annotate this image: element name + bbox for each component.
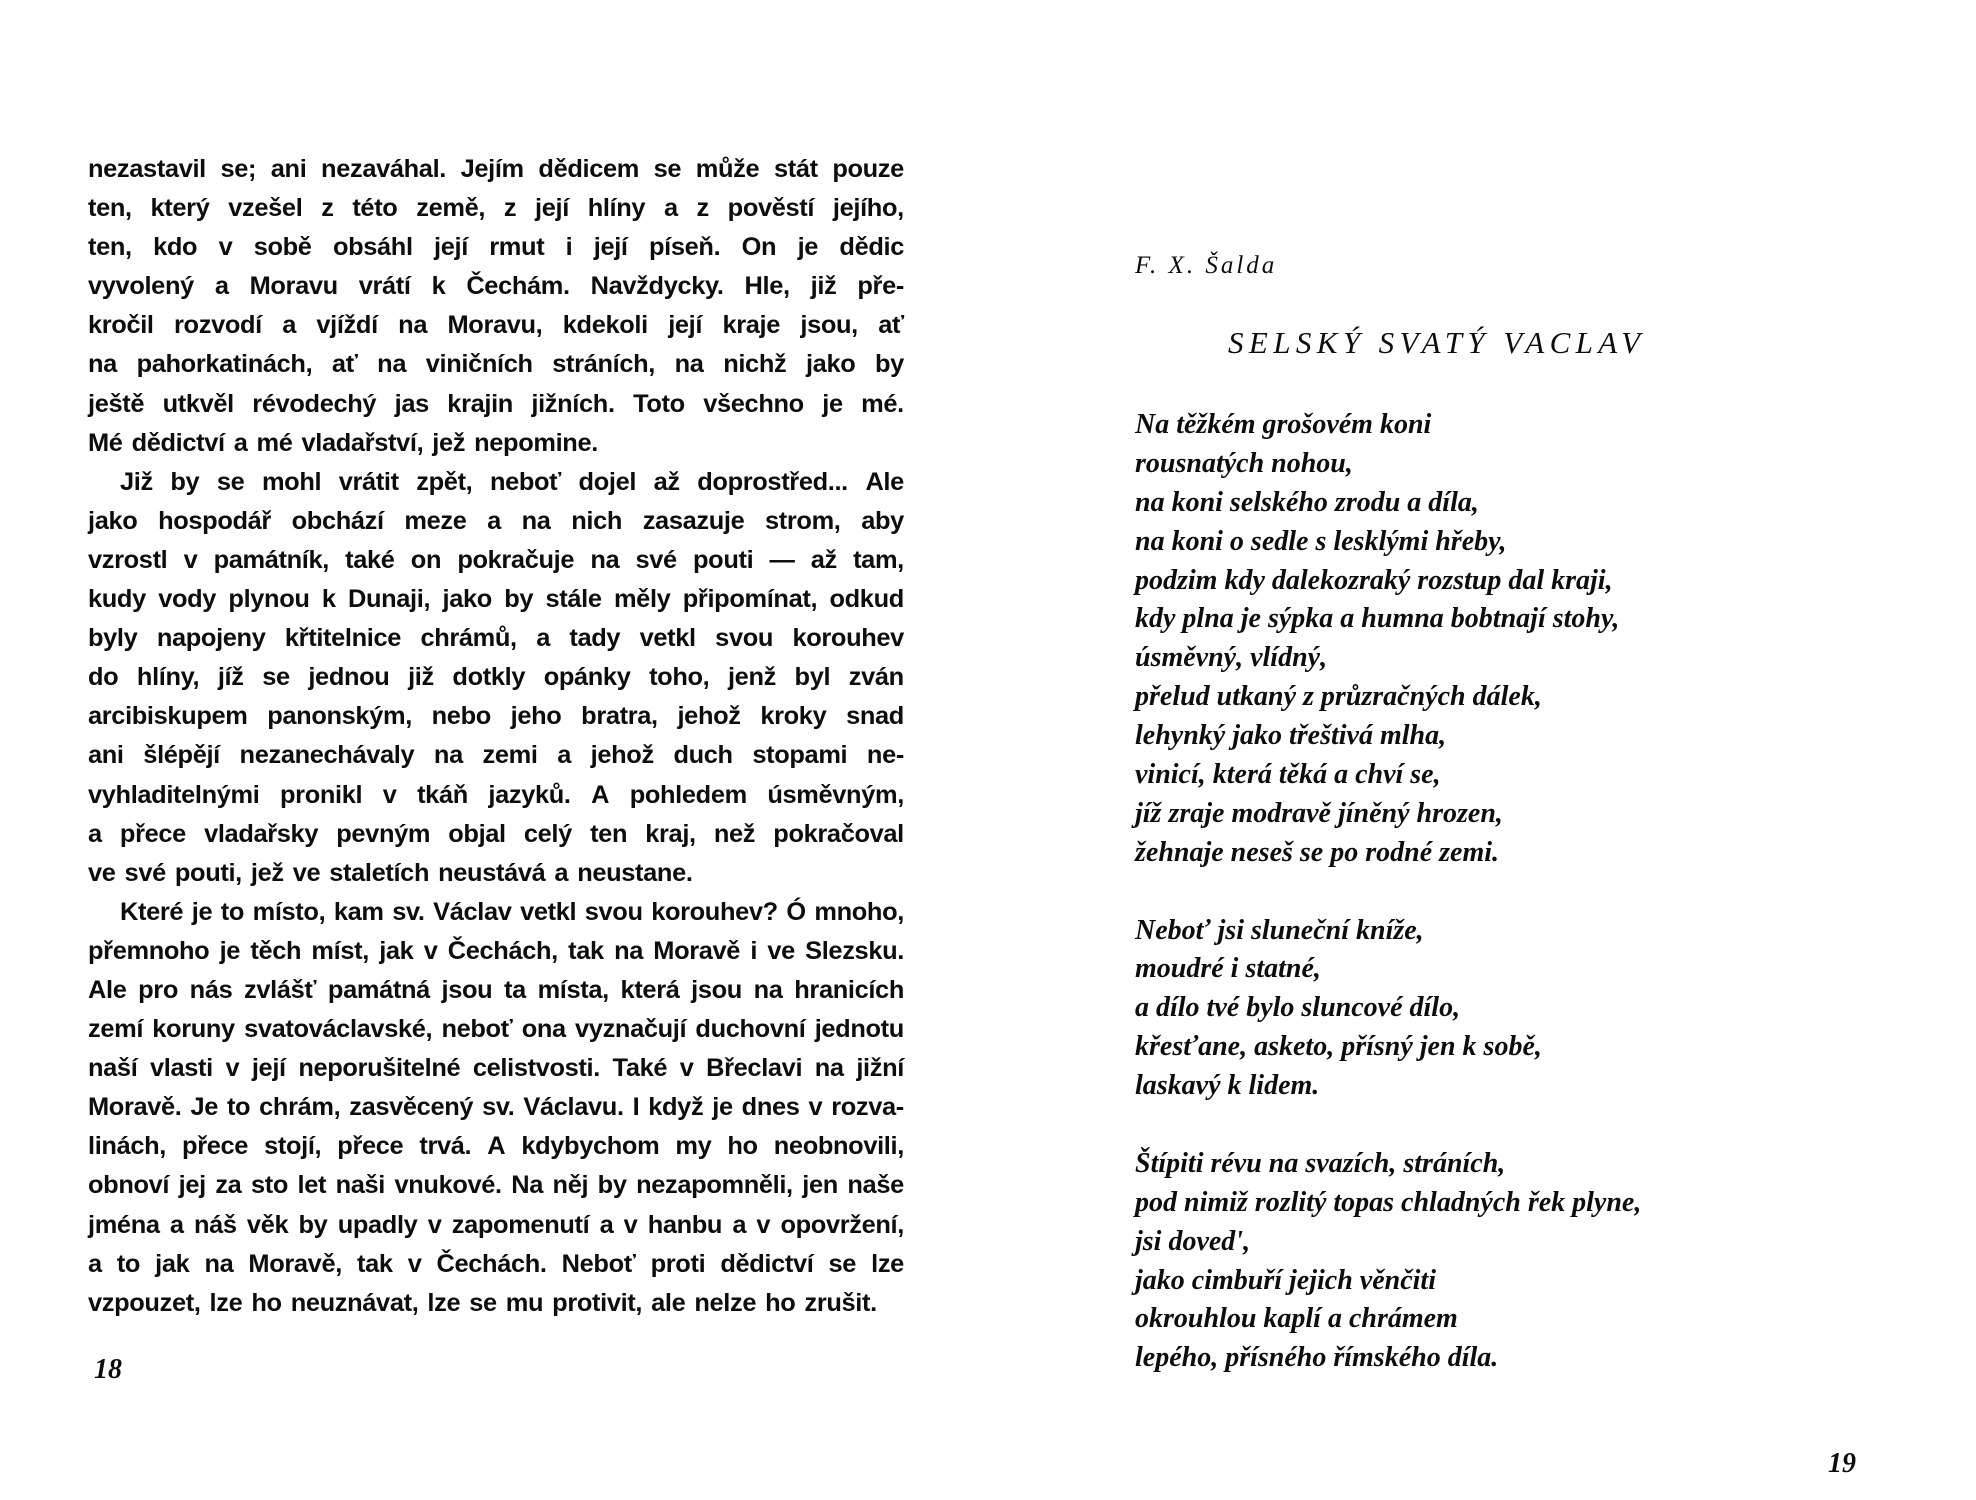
text-line: arcibiskupem panonským, nebo jeho bratra, jehož kroky snad — [88, 702, 904, 731]
stanza-gap — [1135, 873, 1895, 912]
text-line: vzpouzet, lze ho neuznávat, lze se mu protivit, ale nelze ho zrušit. — [88, 1288, 877, 1317]
text-line: Které je to místo, kam sv. Václav vetkl svou korouhev? Ó mnoho, — [120, 897, 904, 926]
verse-line: kdy plna je sýpka a humna bobtnají stohy, — [1135, 603, 1620, 635]
text-line: nezastavil se; ani nezaváhal. Jejím dědicem se může stát pouze — [88, 155, 904, 183]
stanza — [1135, 1145, 1895, 1378]
stanza — [1135, 406, 1895, 873]
text-line: na pahorkatinách, ať na viničních stráních, na nichž jako by — [88, 350, 904, 379]
poem-body — [1135, 406, 1895, 1378]
author-name: F. X. Šalda — [1135, 252, 1278, 279]
text-line: do hlíny, jíž se jednou již dotkly opánky toho, jenž byl zván — [88, 663, 904, 692]
text-line: Ale pro nás zvlášť památná jsou ta místa, která jsou na hranicích — [88, 975, 904, 1004]
text-line: vyhladitelnými pronikl v tkáň jazyků. A pohledem úsměvným, — [88, 780, 904, 809]
poem-title: SELSKÝ SVATÝ VACLAV — [1228, 325, 1646, 360]
verse-line: laskavý k lidem. — [1135, 1070, 1320, 1102]
text-line: vzrostl v památník, také on pokračuje na své pouti — až tam, — [88, 545, 904, 574]
text-line: kročil rozvodí a vjíždí na Moravu, kdekoli její kraje jsou, ať — [88, 311, 904, 340]
text-line: a to jak na Moravě, tak v Čechách. Neboť proti dědictví se lze — [88, 1249, 904, 1278]
verse-line: jíž zraje modravě jíněný hrozen, — [1135, 797, 1503, 829]
verse-line: moudré i statné, — [1135, 953, 1321, 985]
text-line: přemnoho je těch míst, jak v Čechách, tak na Moravě i ve Slezsku. — [88, 936, 904, 965]
stanza — [1135, 912, 1895, 1106]
text-line: Již by se mohl vrátit zpět, neboť dojel až doprostřed... Ale — [120, 467, 904, 496]
text-line: ten, který vzešel z této země, z její hlíny a z pověstí jejího, — [88, 194, 904, 223]
verse-line: křesťane, asketo, přísný jen k sobě, — [1135, 1031, 1542, 1063]
text-line: Moravě. Je to chrám, zasvěcený sv. Václavu. I když je dnes v rozva- — [88, 1093, 904, 1122]
verse-line: a dílo tvé bylo sluncové dílo, — [1135, 992, 1461, 1024]
text-line: vyvolený a Moravu vrátí k Čechám. Navždycky. Hle, již pře- — [88, 272, 904, 301]
verse-line: Štípiti révu na svazích, stráních, — [1135, 1147, 1506, 1179]
text-line: Mé dědictví a mé vladařství, jež nepomine. — [88, 428, 598, 457]
text-line: ve své pouti, jež ve staletích neustává a neustane. — [88, 858, 693, 887]
page-number-right: 19 — [1828, 1448, 1856, 1479]
verse-line: Neboť jsi sluneční kníže, — [1135, 914, 1424, 946]
text-line: zemí koruny svatováclavské, neboť ona vyznačují duchovní jednotu — [88, 1015, 904, 1044]
verse-line: jako cimbuří jejich věnčiti — [1135, 1264, 1436, 1296]
verse-line: lepého, přísného římského díla. — [1135, 1342, 1499, 1374]
text-line: a přece vladařsky pevným objal celý ten kraj, než pokračoval — [88, 819, 904, 848]
verse-line: podzim kdy dalekozraký rozstup dal kraji, — [1135, 564, 1613, 596]
text-line: linách, přece stojí, přece trvá. A kdybychom my ho neobnovili, — [88, 1132, 904, 1161]
prose-text — [88, 150, 904, 1323]
page-number-left: 18 — [94, 1354, 122, 1385]
verse-line: Na těžkém grošovém koni — [1135, 409, 1432, 440]
verse-line: vinicí, která těká a chví se, — [1135, 759, 1441, 791]
verse-line: přelud utkaný z průzračných dálek, — [1135, 681, 1542, 713]
verse-line: na koni selského zrodu a díla, — [1135, 486, 1479, 518]
verse-line: žehnaje neseš se po rodné zemi. — [1135, 836, 1499, 868]
text-line: ještě utkvěl révodechý jas krajin jižních. Toto všechno je mé. — [88, 389, 904, 418]
text-line: naší vlasti v její neporušitelné celistvosti. Také v Břeclavi na jižní — [88, 1054, 904, 1083]
text-line: byly napojeny křtitelnice chrámů, a tady vetkl svou korouhev — [88, 624, 904, 653]
verse-line: jsi doved', — [1135, 1225, 1251, 1257]
text-line: jména a náš věk by upadly v zapomenutí a v hanbu a v opovržení, — [88, 1210, 904, 1239]
text-line: kudy vody plynou k Dunaji, jako by stále měly připomínat, odkud — [88, 585, 904, 614]
verse-line: okrouhlou kaplí a chrámem — [1135, 1303, 1458, 1335]
verse-line: lehynký jako třeštivá mlha, — [1135, 720, 1447, 752]
text-line: obnoví jej za sto let naši vnukové. Na něj by nezapomněli, jen naše — [88, 1171, 904, 1200]
stanza-gap — [1135, 1106, 1895, 1145]
verse-line: rousnatých nohou, — [1135, 447, 1353, 479]
text-line: ani šlépějí nezanechávaly na zemi a jehož duch stopami ne- — [88, 741, 904, 770]
text-line: ten, kdo v sobě obsáhl její rmut i její píseň. On je dědic — [88, 233, 904, 262]
verse-line: úsměvný, vlídný, — [1135, 642, 1328, 674]
verse-line: pod nimiž rozlitý topas chladných řek plyne, — [1135, 1186, 1642, 1218]
text-line: jako hospodář obchází meze a na nich zasazuje strom, aby — [88, 506, 904, 535]
verse-line: na koni o sedle s lesklými hřeby, — [1135, 525, 1507, 557]
